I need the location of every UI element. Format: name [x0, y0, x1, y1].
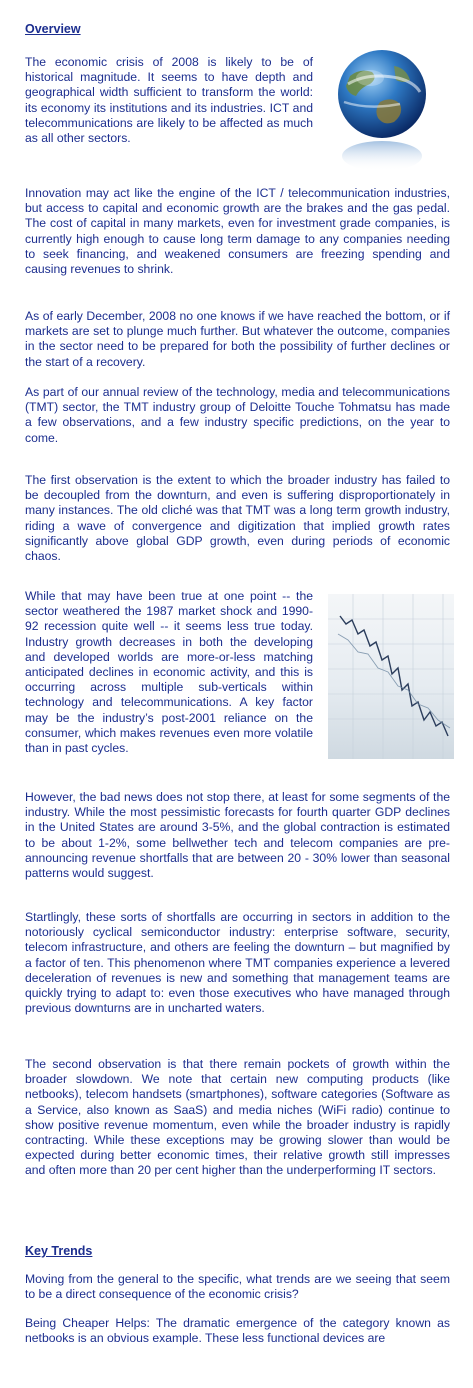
overview-paragraph-7: However, the bad news does not stop there, at least for some segments of the industry. While the most pessimistic forecasts for fourth quarter GDP declines in the United States are around 3-5%, and the global contraction is estimated to be about 1-2%, some bellwether tech and telecom companies are pre-announcing revenue shortfalls that are between 20 - 30% lower than seasonal patterns would suggest. — [25, 790, 450, 881]
overview-heading: Overview — [25, 22, 81, 36]
overview-paragraph-9: The second observation is that there remain pockets of growth within the broader slowdown. We note that certain new computing products (like netbooks), telecom handsets (smartphones), software categories (Software as a Service, also known as SaaS) and media niches (WiFi radio) continue to show positive revenue momentum, even while the broader industry is rapidly contracting. While these exceptions may be growing slower than would be expected during better economic times, their relative growth still impresses and often more than 20 per cent higher than the underperforming IT sectors. — [25, 1057, 450, 1178]
key-trends-heading: Key Trends — [25, 1244, 93, 1258]
overview-paragraph-3: As of early December, 2008 no one knows if we have reached the bottom, or if markets are set to plunge much further. But whatever the outcome, companies in the sector need to be prepared for both the possibility of further declines or the start of a recovery. — [25, 309, 450, 369]
overview-paragraph-1: The economic crisis of 2008 is likely to be of historical magnitude. It seems to have depth and geographical width sufficient to transform the world: its economy its institutions and its industries. ICT and telecommunications are likely to be affected as much as all other sectors. — [25, 55, 313, 146]
overview-paragraph-6: While that may have been true at one point -- the sector weathered the 1987 market shock and 1990-92 recession quite well -- it seems less true today. Industry growth decreases in both the developing and developed worlds are more-or-less matching anticipated declines in economic activity, and this is occurring across multiple sub-verticals within technology and telecommunications. A key factor may be the industry’s post-2001 reliance on the consumer, which makes revenues even more volatile than in past cycles. — [25, 589, 313, 756]
key-trends-paragraph-1: Moving from the general to the specific, what trends are we seeing that seem to be a direct consequence of the economic crisis? — [25, 1272, 450, 1302]
stock-chart-image — [328, 594, 454, 759]
overview-paragraph-5: The first observation is the extent to which the broader industry has failed to be decoupled from the downturn, and even is suffering disproportionately in many instances. The old cliché was that TMT was a long term growth industry, riding a wave of convergence and digitization that implied growth rates significantly above global GDP growth, even during periods of economic chaos. — [25, 473, 450, 564]
globe-image — [320, 44, 450, 174]
overview-paragraph-4: As part of our annual review of the technology, media and telecommunications (TMT) sector, the TMT industry group of Deloitte Touche Tohmatsu has made a few observations, and a few industry specific predictions, on the year to come. — [25, 385, 450, 445]
overview-paragraph-2: Innovation may act like the engine of the ICT / telecommunication industries, but access to capital and economic growth are the brakes and the gas pedal. The cost of capital in many markets, even for investment grade companies, is currently high enough to cause long term damage to any companies needing to seek financing, and weakened consumers are freezing spending and causing revenues to shrink. — [25, 186, 450, 277]
key-trends-paragraph-2: Being Cheaper Helps: The dramatic emergence of the category known as netbooks is an obvious example. These less functional devices are — [25, 1316, 450, 1346]
overview-paragraph-8: Startlingly, these sorts of shortfalls are occurring in sectors in addition to the notoriously cyclical semiconductor industry: enterprise software, security, telecom infrastructure, and others are feeling the downturn – but magnified by a factor of ten. This phenomenon where TMT companies experience a levered deceleration of revenues is new and something that management teams are quickly trying to adapt to: even those executives who have managed through previous downturns are in uncharted waters. — [25, 910, 450, 1016]
